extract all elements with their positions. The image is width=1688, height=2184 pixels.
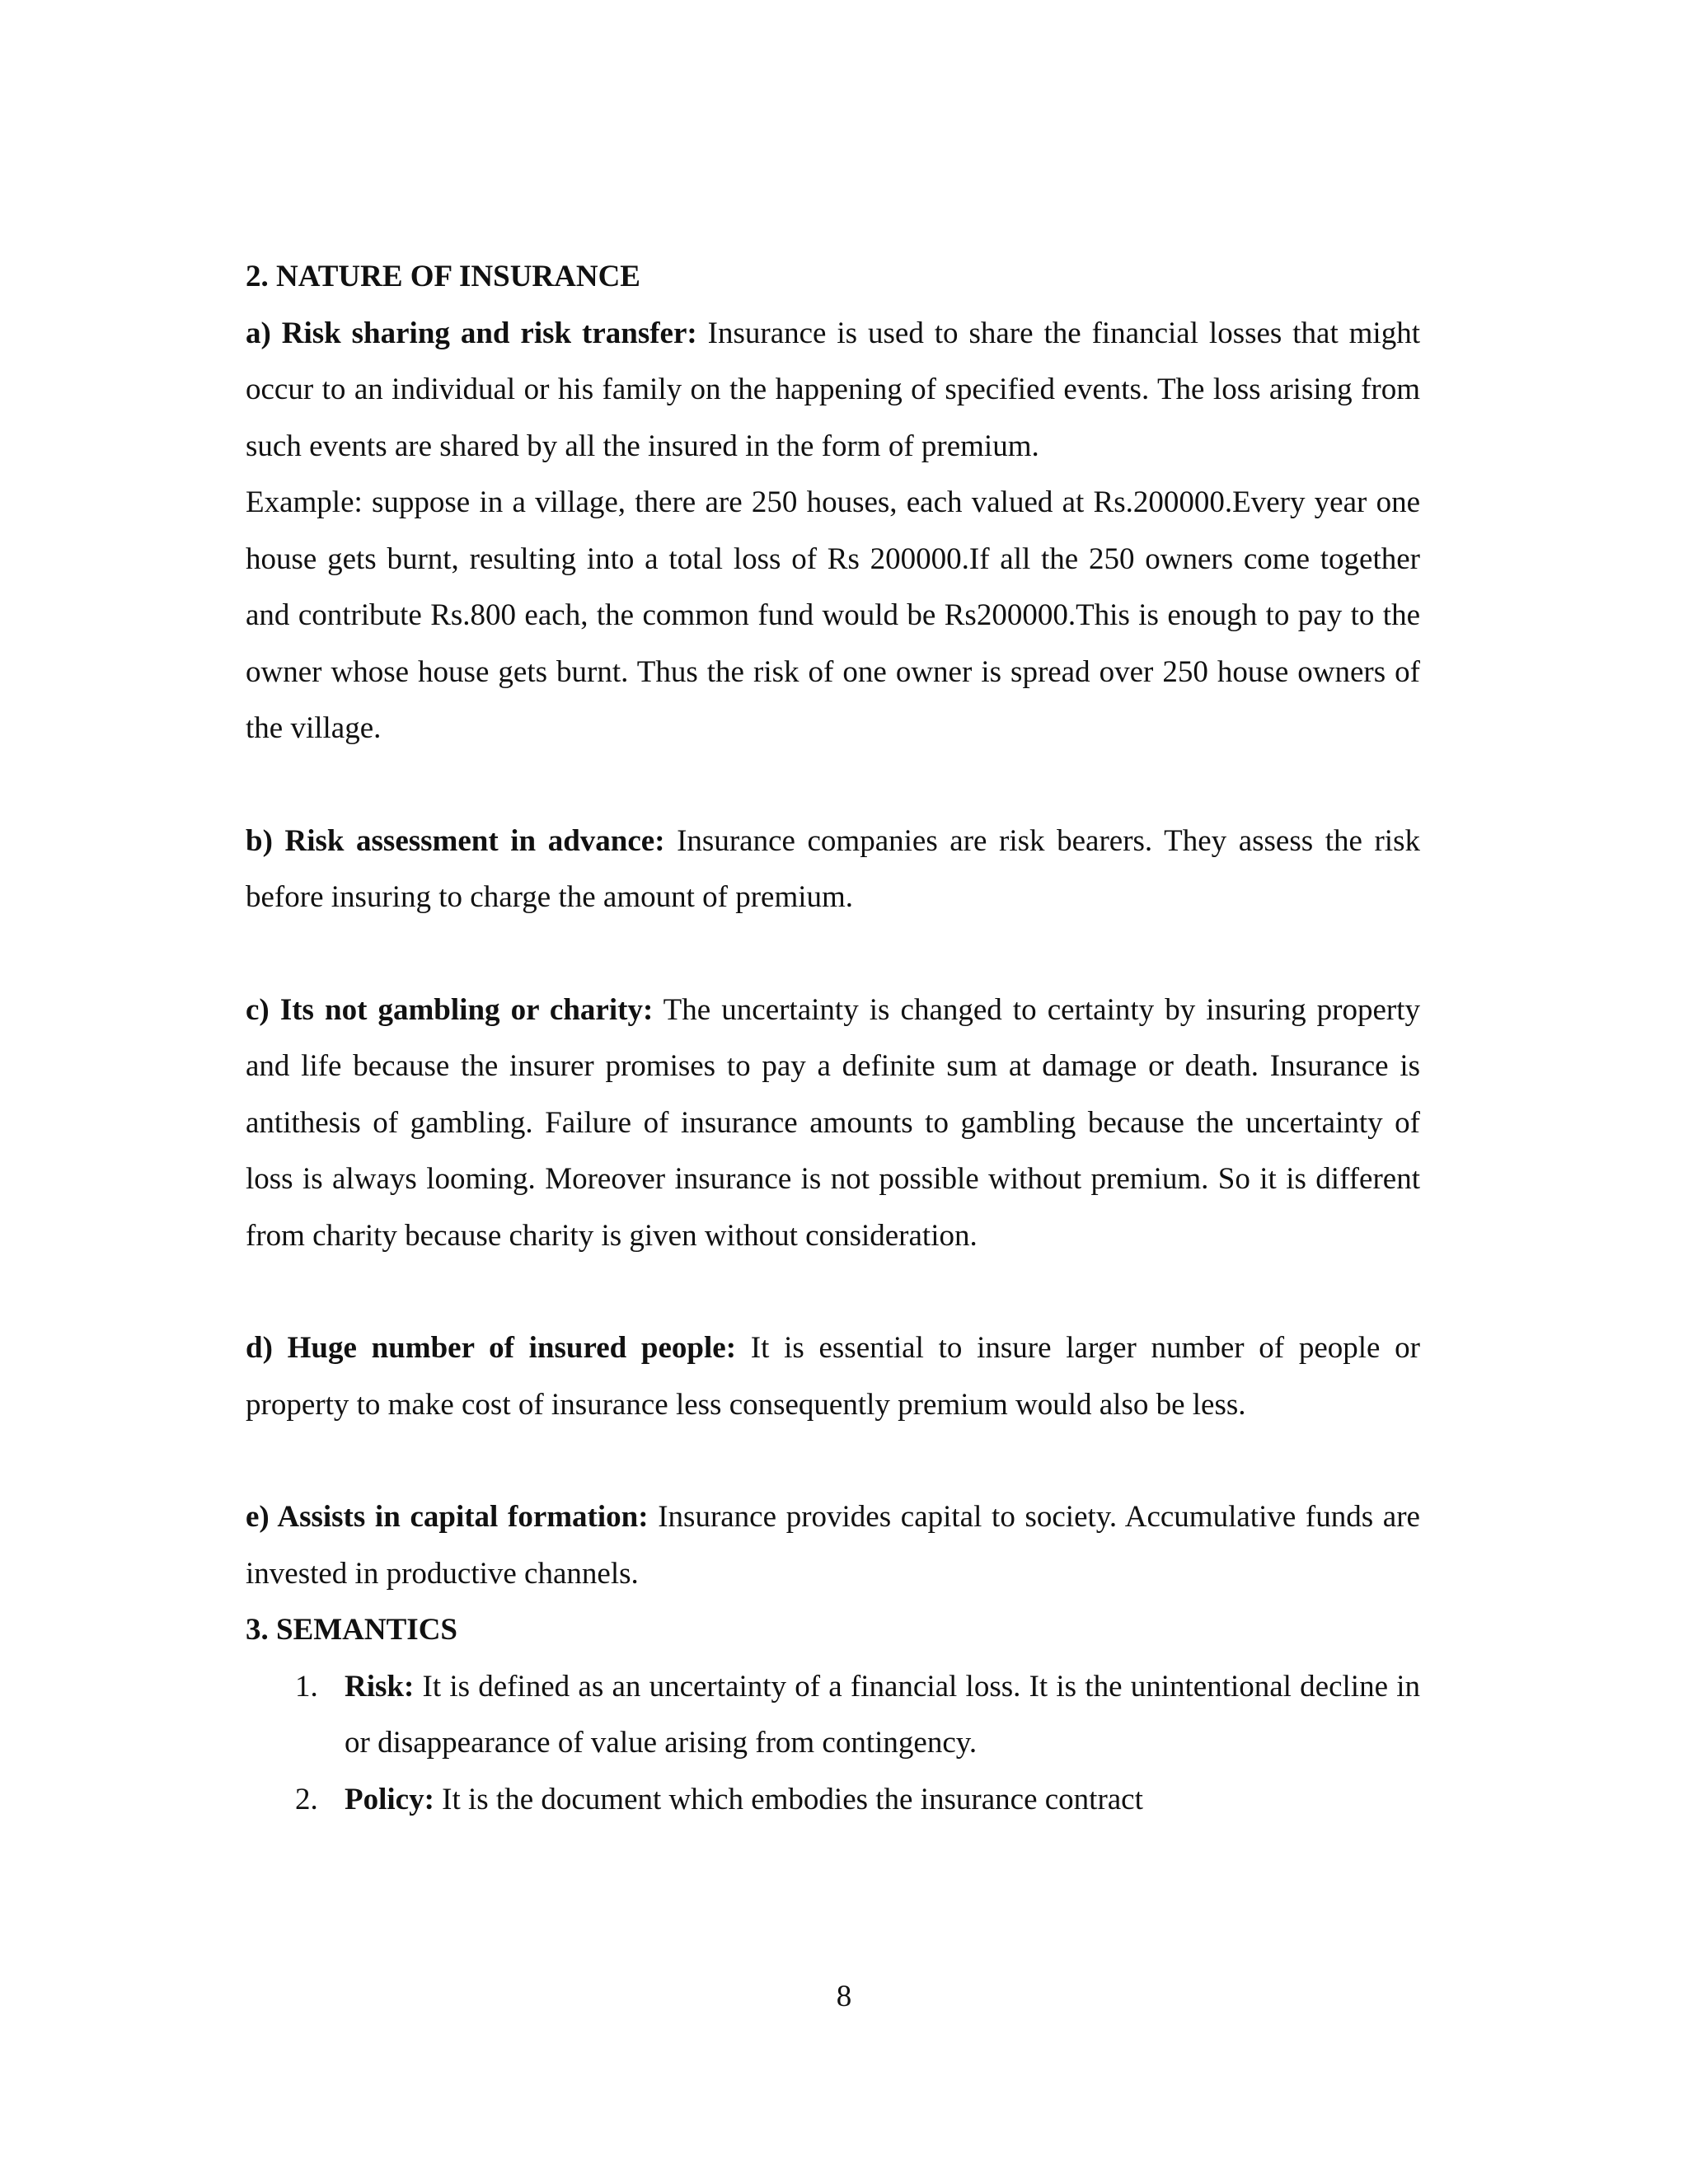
paragraph-risk-sharing [246,306,1420,476]
semantics-list [246,1659,1420,1829]
text-risk-sharing: Insurance is used to share the financial losses that might occur to an individual or his family on the happening of specified events. The loss arising from such events are shared by all the insured in the form of premium. [246,316,1420,463]
text-not-gambling: The uncertainty is changed to certainty by insuring property and life because the insurer promises to pay a definite sum at damage or death. Insurance is antithesis of gambling. Failure of insurance amounts to gambling because the uncertainty of loss is always looming. Moreover insurance is not possible without premium. So it is different from charity because charity is given without consideration. [246,992,1420,1253]
page-number: 8 [836,1980,852,2013]
text-capital-formation: Insurance provides capital to society. Accumulative funds are invested in productive channels. [246,1500,1420,1591]
term-insured-people: d) Huge number of insured people: [246,1331,737,1365]
term-risk: Risk: [345,1669,415,1704]
section-heading-semantics: 3. SEMANTICS [246,1613,457,1647]
paragraph-insured-people [246,1320,1420,1433]
paragraph-risk-assessment [246,813,1420,926]
text-risk: It is defined as an uncertainty of a financial loss. It is the unintentional decline in or disappearance of value arising from contingency. [345,1669,1420,1760]
term-risk-sharing: a) Risk sharing and risk transfer: [246,316,697,350]
page-body [246,249,1420,1828]
text-policy: It is the document which embodies the insurance contract [434,1782,1143,1816]
term-not-gambling: c) Its not gambling or charity: [246,992,654,1027]
paragraph-example: Example: suppose in a village, there are 250 houses, each valued at Rs.200000.Every year one house gets burnt, resulting into a total loss of Rs 200000.If all the 250 owners come together and contribute Rs.800 each, the common fund would be Rs200000.This is enough to pay to the owner whose house gets burnt. Thus the risk of one owner is spread over 250 house owners of the village. [246,485,1420,745]
term-policy: Policy: [345,1782,434,1816]
list-item-risk [246,1659,1420,1772]
list-item-policy [246,1772,1420,1829]
list-number: 1. [295,1669,318,1704]
section-heading-nature-of-insurance: 2. NATURE OF INSURANCE [246,260,640,293]
list-number: 2. [295,1782,318,1816]
term-risk-assessment: b) Risk assessment in advance: [246,823,665,858]
term-capital-formation: e) Assists in capital formation: [246,1500,649,1534]
paragraph-capital-formation [246,1489,1420,1602]
text-risk-assessment: Insurance companies are risk bearers. They assess the risk before insuring to charge the amount of premium. [246,823,1420,914]
paragraph-not-gambling [246,982,1420,1265]
text-insured-people: It is essential to insure larger number of people or property to make cost of insurance less consequently premium would also be less. [246,1331,1421,1422]
